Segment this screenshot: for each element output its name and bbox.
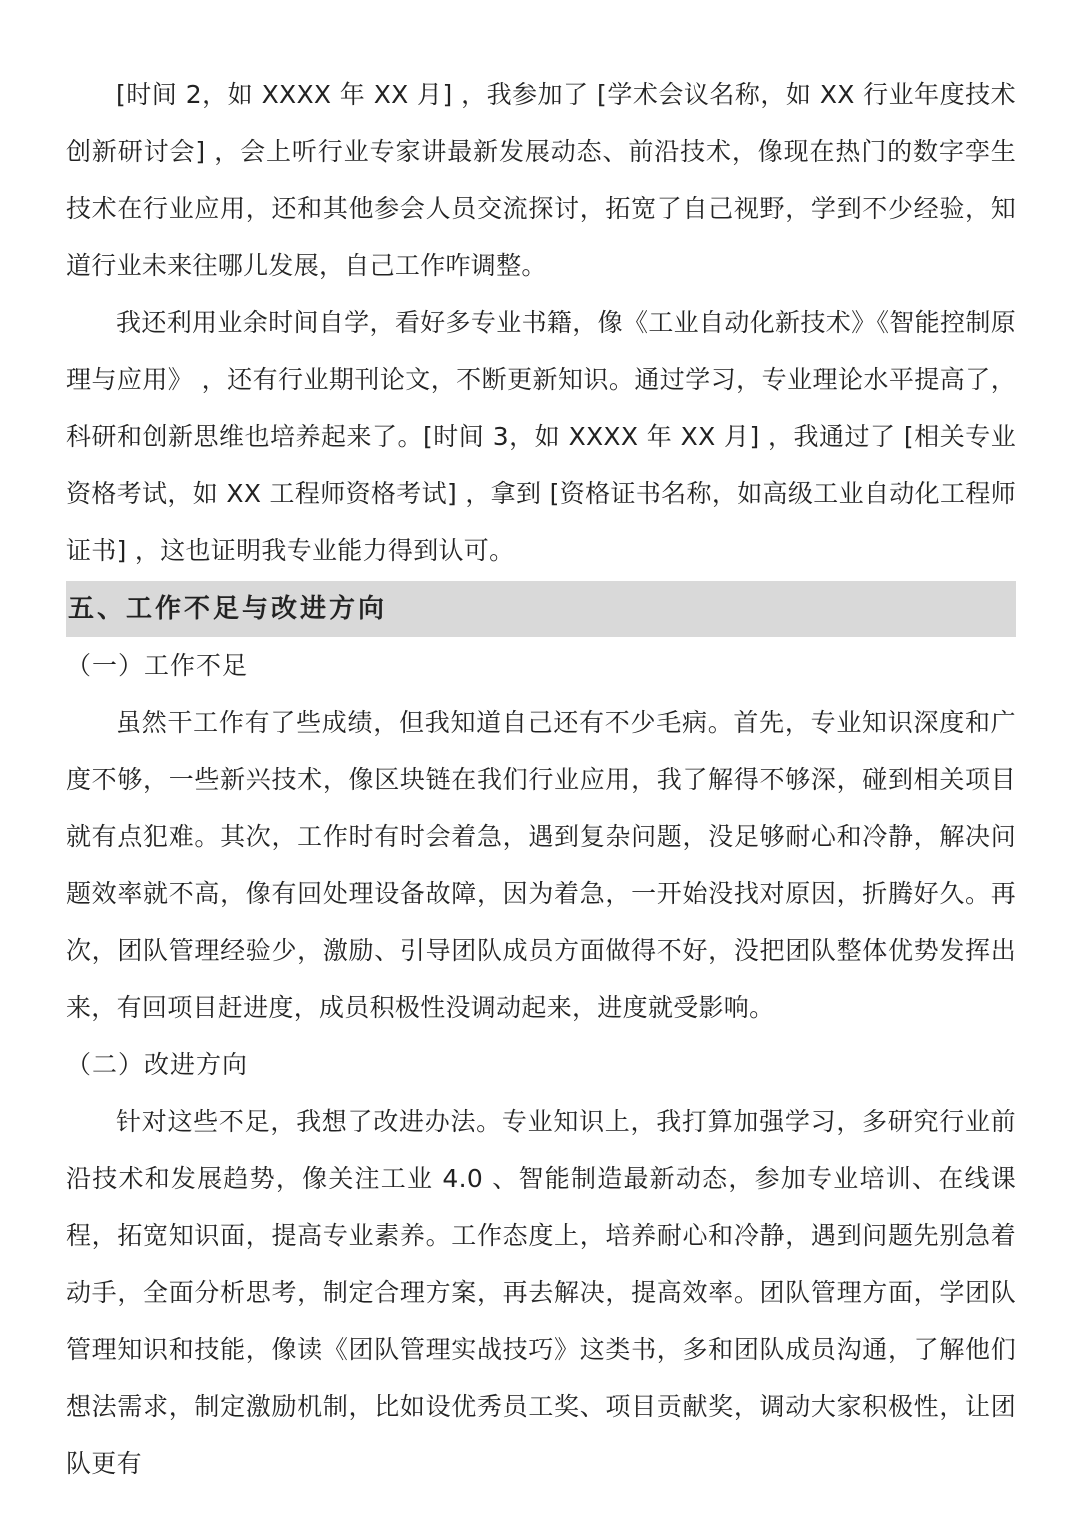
subheading-shortcomings: （一）工作不足: [66, 651, 249, 680]
paragraph-improvement: 针对这些不足，我想了改进办法。专业知识上，我打算加强学习，多研究行业前沿技术和发展趋势，像关注工业 4.0 、智能制造最新动态，参加专业培训、在线课程，拓宽知识面，提高专业素养。工作态度上，培养耐心和冷静，遇到问题先别急着动手，全面分析思考，制定合理方案，再去解决，提高效率。团队管理方面，学团队管理知识和技能，像读《团队管理实战技巧》这类书，多和团队成员沟通，了解他们想法需求，制定激励机制，比如设优秀员工奖、项目贡献奖，调动大家积极性，让团队更有: [66, 1107, 1016, 1478]
subheading-improvement: （二）改进方向: [66, 1050, 249, 1079]
paragraph-shortcomings: 虽然干工作有了些成绩，但我知道自己还有不少毛病。首先，专业知识深度和广度不够，一些新兴技术，像区块链在我们行业应用，我了解得不够深，碰到相关项目就有点犯难。其次，工作时有时会着急，遇到复杂问题，没足够耐心和冷静，解决问题效率就不高，像有回处理设备故障，因为着急，一开始没找对原因，折腾好久。再次，团队管理经验少，激励、引导团队成员方面做得不好，没把团队整体优势发挥出来，有回项目赶进度，成员积极性没调动起来，进度就受影响。: [66, 708, 1016, 1022]
paragraph-conference: [时间 2，如 XXXX 年 XX 月] ，我参加了 [学术会议名称，如 XX 行业年度技术创新研讨会] ，会上听行业专家讲最新发展动态、前沿技术，像现在热门的数字孪生技术在行业应用，还和其他参会人员交流探讨，拓宽了自己视野，学到不少经验，知道行业未来往哪儿发展，自己工作咋调整。: [66, 80, 1016, 280]
section-heading-5: 五、工作不足与改进方向: [66, 581, 1016, 637]
paragraph-self-study: 我还利用业余时间自学，看好多专业书籍，像《工业自动化新技术》《智能控制原理与应用》 ，还有行业期刊论文，不断更新知识。通过学习，专业理论水平提高了，科研和创新思维也培养起来了。[时间 3，如 XXXX 年 XX 月] ，我通过了 [相关专业资格考试，如 XX 工程师资格考试] ，拿到 [资格证书名称，如高级工业自动化工程师证书] ，这也证明我专业能力得到认可。: [66, 308, 1016, 565]
document-page: [66, 66, 1016, 1492]
